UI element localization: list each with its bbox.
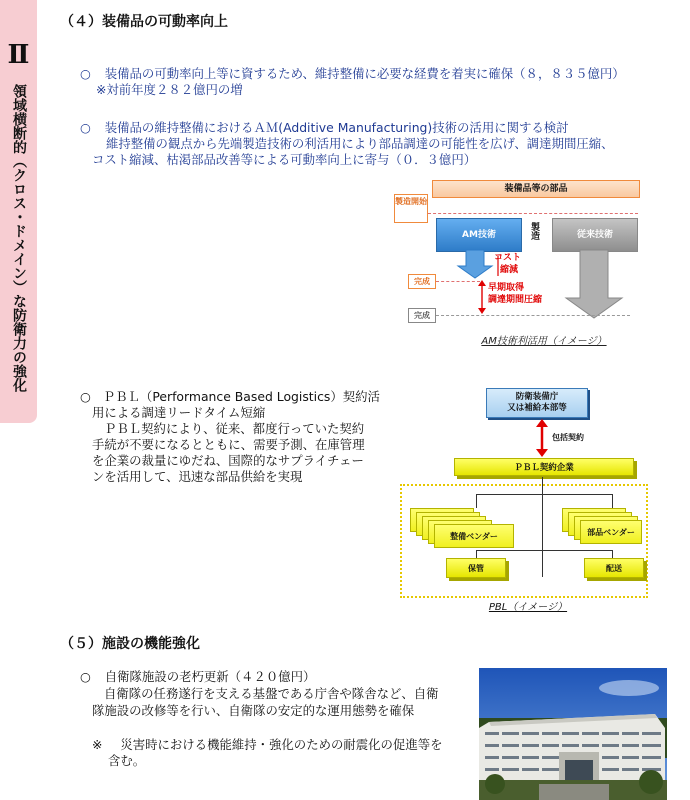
complete-line-am	[436, 281, 480, 282]
item-3-line-5: を企業の裁量にゆだね、国際的なサプライチェー	[92, 453, 364, 468]
item-3	[80, 389, 380, 404]
facility-photo-svg	[479, 668, 667, 800]
item-3-line-6: ンを活用して、迅速な部品供給を実現	[92, 469, 303, 484]
bullet: ○	[80, 669, 91, 684]
item-3-line-1: ＰＢＬ（Performance Based Logistics）契約活	[102, 389, 380, 404]
early-acquisition-label	[488, 282, 542, 306]
section-5-heading: （５）施設の機能強化	[60, 636, 200, 652]
connector-right	[612, 494, 613, 508]
section-5-item-1	[80, 669, 315, 684]
cost-reduction-label	[494, 252, 521, 276]
complete-label-conventional: 完成	[408, 308, 436, 323]
item-3-line-2: 用による調達リードタイム短縮	[92, 405, 266, 420]
item-3-line-3: ＰＢＬ契約により、従来、都度行っていた契約	[104, 421, 365, 436]
defense-agency-line-2: 又は補給本部等	[507, 403, 567, 413]
parts-vendor-box: 部品ベンダー	[580, 520, 642, 544]
cost-label-2: 縮減	[500, 265, 519, 275]
note-line-2: 含む。	[108, 753, 146, 768]
defense-agency-line-1: 防衛装備庁	[515, 392, 559, 402]
pbl-caption: PBL（イメージ）	[488, 602, 568, 613]
connector-storage	[476, 550, 477, 558]
note	[92, 737, 443, 752]
conventional-technology-box: 従来技術	[552, 218, 638, 252]
item-1-line-1: 装備品の可動率向上等に資するため、維持整備に必要な経費を着実に確保（８，８３５億円）	[104, 66, 625, 81]
complete-line-conventional	[436, 315, 630, 316]
am-caption: AM技術利活用（イメージ）	[481, 336, 607, 347]
s5-item-1-line-3: 隊施設の改修等を行い、自衛隊の安定的な運用態勢を確保	[92, 703, 415, 718]
chapter-number: Ⅱ	[7, 40, 30, 70]
connector-bottom	[476, 550, 612, 551]
connector-left	[476, 494, 477, 508]
item-3-line-4: 手続が不要になるとともに、需要予測、在庫管理	[92, 437, 365, 452]
item-2	[80, 120, 569, 135]
comprehensive-contract-label: 包括契約	[552, 433, 584, 442]
manufacturing-start-label: 製造開始	[394, 194, 428, 223]
pbl-diagram	[398, 384, 650, 620]
item-1	[80, 66, 625, 81]
early-label-1: 早期取得	[488, 283, 525, 293]
contract-arrow-down	[536, 449, 548, 457]
connector-top	[476, 494, 612, 495]
contract-arrow-up	[536, 419, 548, 427]
storage-box: 保管	[446, 558, 506, 578]
chapter-title: 領域横断的（クロス・ドメイン）な防衛力の強化	[11, 84, 27, 392]
pbl-company-box: ＰＢＬ契約企業	[454, 458, 634, 476]
maintenance-vendor-box: 整備ベンダー	[434, 524, 514, 548]
am-arrow	[458, 250, 492, 278]
item-2-line-1: 装備品の維持整備におけるＡＭ(Additive Manufacturing)技術の活用に関する検討	[104, 120, 569, 135]
bullet: ○	[80, 389, 91, 404]
note-line-1: 災害時における機能維持・強化のための耐震化の促進等を	[120, 737, 443, 752]
item-2-line-2: 維持整備の観点から先端製造技術の利活用により部品調達の可能性を広げ、調達期間圧縮、	[106, 136, 614, 151]
parts-box: 装備品等の部品	[432, 180, 640, 198]
delivery-box: 配送	[584, 558, 644, 578]
am-technology-box: AM技術	[436, 218, 522, 252]
cost-label-1: コスト	[494, 253, 522, 263]
early-arrow-head-down	[478, 308, 486, 314]
connector-main	[542, 477, 543, 577]
facility-photo	[479, 668, 667, 800]
bullet: ○	[80, 66, 91, 81]
s5-item-1-line-1: 自衛隊施設の老朽更新（４２０億円）	[104, 669, 316, 684]
manufacturing-label: 製造	[529, 222, 539, 240]
note-mark: ※	[92, 737, 103, 752]
section-4-heading: （４）装備品の可動率向上	[60, 14, 228, 30]
chapter-side-tab	[0, 0, 37, 423]
early-label-2: 調達期間圧縮	[488, 295, 543, 305]
item-1-line-2: ※対前年度２８２億円の増	[96, 82, 243, 97]
connector-delivery	[612, 550, 613, 558]
bullet: ○	[80, 120, 91, 135]
conventional-arrow	[566, 250, 622, 318]
item-2-line-3: コスト縮減、枯渇部品改善等による可動率向上に寄与（０．３億円）	[92, 152, 477, 167]
am-diagram	[394, 178, 644, 348]
complete-label-am: 完成	[408, 274, 436, 289]
s5-item-1-line-2: 自衛隊の任務遂行を支える基盤である庁舎や隊舎など、自衛	[104, 686, 439, 701]
